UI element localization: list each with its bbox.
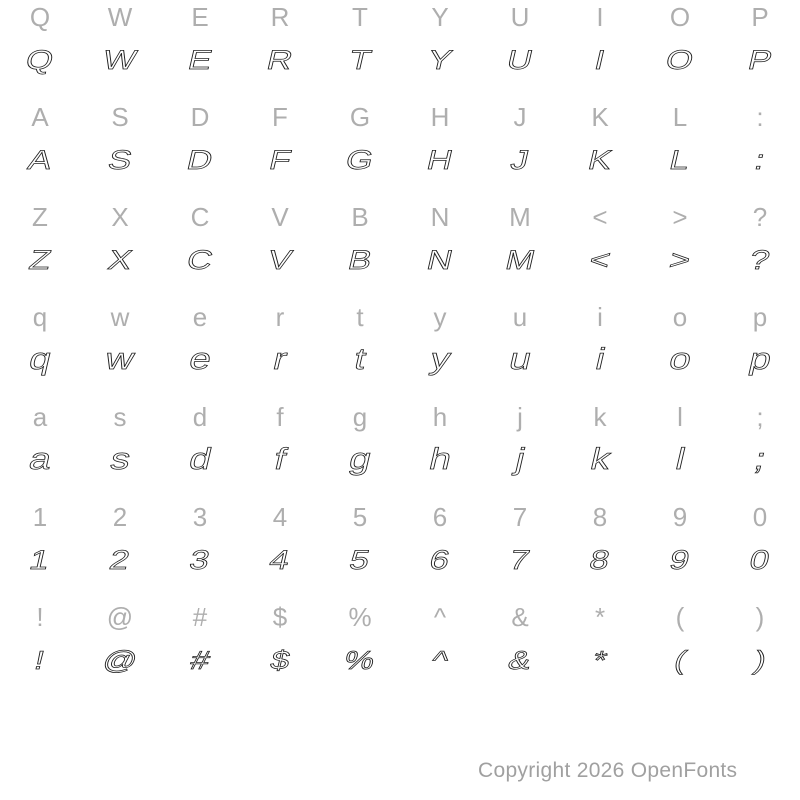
key-label: i [597,302,603,332]
glyph-preview [23,30,57,90]
key-label: 6 [432,502,448,532]
key-label: G [349,102,371,132]
key-label: 7 [512,502,528,532]
key-label: Y [431,2,449,32]
key-label: 9 [672,502,688,532]
glyph-cell [720,302,800,402]
key-label: < [592,202,608,232]
glyph-preview [185,330,215,390]
glyph-preview [187,630,213,690]
glyph-cell [80,602,160,702]
key-label: 0 [752,502,768,532]
key-label: ^ [433,602,447,632]
glyph-preview [32,630,49,690]
key-label: ; [756,402,764,432]
font-glyph-sample: Z [26,244,55,275]
key-label: 8 [592,502,608,532]
key-label: a [32,402,48,432]
glyph-cell [400,202,480,302]
key-label: : [756,102,764,132]
key-label: D [190,102,210,132]
key-label: X [111,202,129,232]
specimen-row-uppercase-bottom-row [0,202,800,302]
key-label: Z [32,202,48,232]
font-glyph-sample: l [672,443,689,476]
glyph-preview [666,230,694,290]
glyph-cell [640,102,720,202]
glyph-preview [586,430,614,490]
glyph-preview [663,30,697,90]
glyph-cell [240,102,320,202]
font-glyph-sample: ) [751,644,770,675]
font-glyph-sample: 4 [267,544,294,575]
glyph-cell [160,2,240,102]
font-glyph-sample: 3 [187,544,214,575]
glyph-cell [160,502,240,602]
key-label: y [433,302,447,332]
key-label: e [192,302,208,332]
glyph-cell [720,102,800,202]
key-label: $ [272,602,288,632]
key-label: u [512,302,528,332]
glyph-preview [264,30,296,90]
font-glyph-sample: 0 [747,544,774,575]
specimen-row-lowercase-home-row [0,402,800,502]
font-glyph-sample: e [185,343,215,376]
key-label: h [432,402,448,432]
font-glyph-sample: y [426,343,454,376]
font-glyph-sample: M [502,244,538,275]
font-glyph-sample: 2 [107,544,134,575]
key-label: C [190,202,210,232]
glyph-preview [99,630,141,690]
font-glyph-sample: a [25,443,55,476]
glyph-preview [512,430,529,490]
glyph-preview [505,630,535,690]
glyph-preview [747,530,774,590]
font-glyph-sample: * [590,644,611,675]
key-label: q [32,302,48,332]
key-label: @ [106,602,134,632]
font-glyph-sample: f [271,443,290,476]
font-glyph-sample: d [185,443,215,476]
font-glyph-sample: N [424,244,456,275]
specimen-row-symbols-row [0,602,800,702]
glyph-preview [341,630,379,690]
font-glyph-sample: W [100,44,140,75]
font-glyph-sample: < [586,244,614,275]
key-label: M [509,202,531,232]
glyph-cell [320,602,400,702]
glyph-preview [428,630,452,690]
glyph-cell [320,302,400,402]
glyph-cell [0,302,80,402]
font-glyph-sample: % [341,644,379,675]
font-glyph-sample: ! [32,644,49,675]
font-glyph-sample: : [751,144,769,175]
key-label: f [276,402,284,432]
font-glyph-sample: U [504,44,536,75]
glyph-preview [345,230,376,290]
glyph-preview [590,630,611,690]
specimen-row-digits-row [0,502,800,602]
glyph-cell [160,402,240,502]
glyph-preview [672,430,689,490]
glyph-cell [0,502,80,602]
glyph-preview [587,530,614,590]
glyph-cell [0,102,80,202]
key-label: Q [29,2,51,32]
key-label: W [107,2,133,32]
glyph-cell [400,402,480,502]
font-glyph-sample: F [266,144,295,175]
glyph-preview [671,630,690,690]
key-label: ( [675,602,685,632]
glyph-preview [100,30,140,90]
glyph-preview [591,30,609,90]
key-label: A [31,102,49,132]
glyph-cell [240,2,320,102]
glyph-preview [667,130,694,190]
font-glyph-sample: w [102,343,138,376]
glyph-cell [720,602,800,702]
glyph-cell [560,202,640,302]
key-label: 5 [352,502,368,532]
key-label: * [594,602,606,632]
glyph-preview [585,130,616,190]
glyph-cell [720,502,800,602]
glyph-cell [320,502,400,602]
key-label: 3 [192,502,208,532]
specimen-row-uppercase-top-row [0,2,800,102]
glyph-preview [25,330,55,390]
glyph-cell [320,2,400,102]
glyph-preview [184,230,216,290]
glyph-preview [667,530,694,590]
glyph-cell [640,202,720,302]
glyph-cell [160,302,240,402]
key-label: V [271,202,289,232]
font-glyph-sample: > [666,244,694,275]
font-glyph-sample: R [264,44,296,75]
key-label: I [596,2,604,32]
glyph-cell [80,302,160,402]
specimen-row-lowercase-top-row [0,302,800,402]
key-label: O [669,2,691,32]
glyph-preview [346,30,375,90]
glyph-preview [102,330,138,390]
glyph-preview [502,230,538,290]
font-glyph-sample: t [351,343,370,376]
glyph-cell [240,502,320,602]
font-glyph-sample: E [185,44,216,75]
key-label: p [752,302,768,332]
glyph-cell [560,302,640,402]
font-glyph-sample: & [505,644,535,675]
glyph-cell [240,602,320,702]
font-glyph-sample: g [345,443,375,476]
glyph-preview [27,530,54,590]
glyph-cell [0,2,80,102]
glyph-preview [425,30,456,90]
glyph-cell [80,402,160,502]
glyph-cell [640,302,720,402]
font-glyph-sample: 5 [347,544,374,575]
glyph-cell [240,202,320,302]
glyph-preview [586,230,614,290]
font-glyph-sample: p [745,343,775,376]
glyph-preview [269,330,291,390]
font-glyph-sample: D [184,144,216,175]
key-label: # [192,602,208,632]
glyph-cell [720,402,800,502]
font-glyph-sample: 9 [667,544,694,575]
font-glyph-sample: ? [747,244,774,275]
font-glyph-sample: k [586,443,614,476]
glyph-preview [426,330,454,390]
glyph-cell [400,502,480,602]
glyph-cell [400,602,480,702]
font-glyph-sample: s [106,443,134,476]
glyph-preview [665,330,695,390]
font-glyph-sample: $ [267,644,293,675]
font-glyph-sample: T [346,44,375,75]
key-label: K [591,102,609,132]
key-label: o [672,302,688,332]
font-glyph-sample: @ [99,644,141,675]
key-label: l [677,402,683,432]
glyph-cell [400,102,480,202]
glyph-cell [240,302,320,402]
glyph-preview [105,230,136,290]
glyph-preview [343,130,377,190]
key-label: P [751,2,769,32]
glyph-preview [271,430,290,490]
font-glyph-sample: 6 [427,544,454,575]
key-label: ? [752,202,768,232]
key-label: ) [755,602,765,632]
font-glyph-sample: h [425,443,455,476]
glyph-cell [640,602,720,702]
glyph-cell [560,2,640,102]
key-label: F [272,102,288,132]
font-glyph-sample: H [424,144,456,175]
glyph-preview [187,530,214,590]
glyph-preview [347,530,374,590]
glyph-preview [351,330,370,390]
key-label: j [517,402,523,432]
glyph-cell [0,402,80,502]
font-glyph-sample: X [105,244,136,275]
key-label: w [110,302,130,332]
glyph-cell [560,502,640,602]
font-glyph-sample: 7 [507,544,534,575]
glyph-cell [480,402,560,502]
glyph-preview [185,30,216,90]
key-label: N [430,202,450,232]
glyph-preview [751,430,770,490]
glyph-cell [80,2,160,102]
key-label: E [191,2,209,32]
glyph-cell [80,502,160,602]
font-glyph-sample: S [105,144,136,175]
glyph-cell [480,102,560,202]
key-label: r [275,302,285,332]
key-label: T [352,2,368,32]
glyph-cell [640,402,720,502]
font-glyph-sample: 1 [27,544,54,575]
glyph-preview [508,130,533,190]
font-glyph-sample: ; [751,443,770,476]
font-glyph-sample: q [25,343,55,376]
glyph-cell [240,402,320,502]
glyph-cell [480,202,560,302]
glyph-cell [0,602,80,702]
glyph-preview [751,630,770,690]
glyph-cell [0,202,80,302]
glyph-preview [592,330,609,390]
key-label: s [113,402,127,432]
glyph-cell [80,102,160,202]
glyph-preview [427,530,454,590]
key-label: H [430,102,450,132]
key-label: % [348,602,372,632]
font-glyph-sample: L [667,144,694,175]
key-label: k [593,402,607,432]
font-glyph-sample: O [663,44,697,75]
glyph-cell [320,402,400,502]
glyph-preview [505,330,535,390]
key-label: > [672,202,688,232]
key-label: B [351,202,369,232]
glyph-cell [560,102,640,202]
glyph-preview [26,230,55,290]
glyph-cell [720,2,800,102]
font-glyph-sample: i [592,343,609,376]
key-label: d [192,402,208,432]
font-glyph-sample: # [187,644,213,675]
glyph-preview [425,430,455,490]
font-glyph-sample: j [512,443,529,476]
font-glyph-sample: C [184,244,216,275]
font-glyph-sample: ^ [428,644,452,675]
glyph-preview [424,230,456,290]
glyph-preview [25,430,55,490]
key-label: 2 [112,502,128,532]
key-label: S [111,102,129,132]
key-label: R [270,2,290,32]
font-glyph-sample: u [505,343,535,376]
font-glyph-sample: Q [23,44,57,75]
font-glyph-sample: P [745,44,776,75]
key-label: U [510,2,530,32]
key-label: 4 [272,502,288,532]
font-glyph-sample: o [665,343,695,376]
font-glyph-sample: V [265,244,296,275]
font-glyph-sample: G [343,144,377,175]
glyph-cell [480,2,560,102]
glyph-preview [267,630,293,690]
font-glyph-sample: B [345,244,376,275]
glyph-cell [480,302,560,402]
glyph-cell [400,2,480,102]
glyph-preview [504,30,536,90]
glyph-cell [560,602,640,702]
glyph-preview [105,130,136,190]
glyph-preview [745,330,775,390]
glyph-preview [267,530,294,590]
font-glyph-sample: r [269,343,291,376]
font-glyph-sample: A [25,144,56,175]
key-label: 1 [32,502,48,532]
glyph-cell [400,302,480,402]
glyph-preview [185,430,215,490]
font-glyph-sample: K [585,144,616,175]
font-glyph-sample: J [508,144,533,175]
glyph-cell [640,2,720,102]
glyph-cell [560,402,640,502]
glyph-cell [160,602,240,702]
glyph-cell [640,502,720,602]
copyright-text: Copyright 2026 OpenFonts [478,759,738,782]
font-glyph-sample: I [591,44,609,75]
glyph-preview [265,230,296,290]
glyph-preview [507,530,534,590]
glyph-cell [480,602,560,702]
key-label: & [511,602,529,632]
glyph-cell [720,202,800,302]
glyph-cell [320,102,400,202]
glyph-preview [266,130,295,190]
glyph-preview [747,230,774,290]
key-label: t [356,302,364,332]
key-label: L [672,102,688,132]
glyph-cell [480,502,560,602]
key-label: ! [36,602,44,632]
glyph-preview [345,430,375,490]
key-label: J [513,102,527,132]
glyph-preview [107,530,134,590]
glyph-preview [184,130,216,190]
font-glyph-sample: Y [425,44,456,75]
specimen-row-uppercase-home-row [0,102,800,202]
key-label: g [352,402,368,432]
font-glyph-sample: 8 [587,544,614,575]
glyph-preview [424,130,456,190]
glyph-cell [160,102,240,202]
glyph-preview [751,130,769,190]
glyph-preview [745,30,776,90]
glyph-cell [160,202,240,302]
glyph-cell [80,202,160,302]
glyph-preview [106,430,134,490]
glyph-cell [320,202,400,302]
glyph-preview [25,130,56,190]
font-glyph-sample: ( [671,644,690,675]
